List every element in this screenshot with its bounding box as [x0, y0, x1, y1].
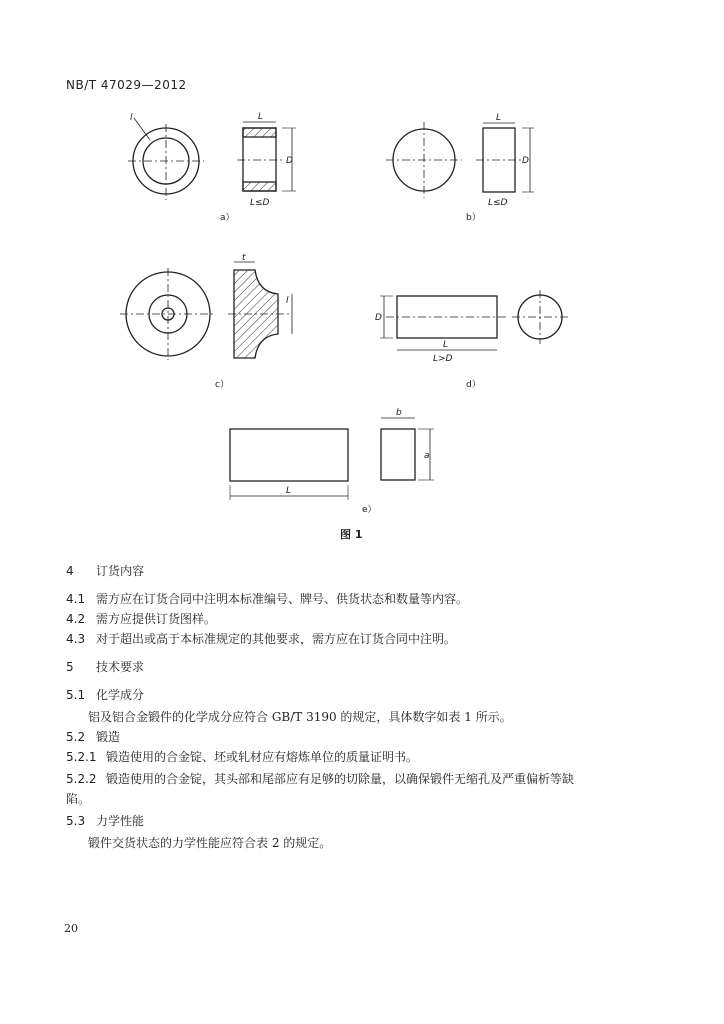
clause-5-2-2-cont: 陷。 — [66, 792, 91, 806]
clause-5-3-text: 锻件交货状态的力学性能应符合表 2 的规定。 — [88, 836, 332, 850]
fig-label-a-cond: L≤D — [250, 198, 270, 208]
clause-5-2-2: 5.2.2 锻造使用的合金锭，其头部和尾部应有足够的切除量，以确保锻件无缩孔及严重偏析等缺 — [66, 772, 575, 786]
fig-a-ring-front — [128, 118, 204, 200]
section-4-heading: 4 订货内容 — [66, 564, 145, 578]
clause-5-1-text: 铝及铝合金锻件的化学成分应符合 GB/T 3190 的规定，具体数字如表 1 所示。 — [88, 710, 512, 724]
fig-label-d-D: D — [375, 313, 382, 323]
clause-4-1: 4.1 需方应在订货合同中注明本标准编号、牌号、供货状态和数量等内容。 — [66, 592, 469, 606]
fig-c-flange — [120, 262, 292, 360]
fig-label-e-L: L — [286, 486, 292, 496]
fig-label-e-a: a — [424, 451, 430, 461]
clause-5-1-heading: 5.1 化学成分 — [66, 688, 145, 702]
fig-label-e-b: b — [396, 408, 402, 418]
section-5-heading: 5 技术要求 — [66, 660, 145, 674]
fig-label-c-t: t — [242, 253, 246, 263]
header-code: NB/T 47029—2012 — [66, 78, 187, 92]
fig-sub-b: b） — [466, 213, 481, 223]
fig-label-a-L: L — [258, 112, 264, 122]
fig-d-bar — [380, 290, 568, 350]
fig-label-b-D: D — [522, 156, 529, 166]
figure-title: 图 1 — [340, 528, 363, 541]
fig-sub-e: e） — [362, 505, 377, 515]
fig-label-d-cond: L>D — [433, 354, 453, 364]
fig-sub-d: d） — [466, 380, 481, 390]
fig-label-c-l: l — [286, 296, 289, 306]
fig-e-block — [230, 418, 434, 500]
fig-label-b-cond: L≤D — [488, 198, 508, 208]
clause-4-2: 4.2 需方应提供订货图样。 — [66, 612, 217, 626]
fig-label-b-L: L — [496, 113, 502, 123]
clause-5-3-heading: 5.3 力学性能 — [66, 814, 145, 828]
fig-label-a-D: D — [286, 156, 293, 166]
clause-5-2-heading: 5.2 锻造 — [66, 730, 121, 744]
fig-label-d-L: L — [443, 340, 449, 350]
page-number: 20 — [64, 922, 78, 935]
fig-sub-c: c） — [215, 380, 229, 390]
fig-sub-a: a） — [220, 213, 235, 223]
fig-label-l-pointer: l — [130, 113, 133, 123]
clause-5-2-1: 5.2.1 锻造使用的合金锭、坯或轧材应有熔炼单位的质量证明书。 — [66, 750, 419, 764]
fig-b-disc — [386, 122, 534, 198]
clause-4-3: 4.3 对于超出或高于本标准规定的其他要求，需方应在订货合同中注明。 — [66, 632, 457, 646]
